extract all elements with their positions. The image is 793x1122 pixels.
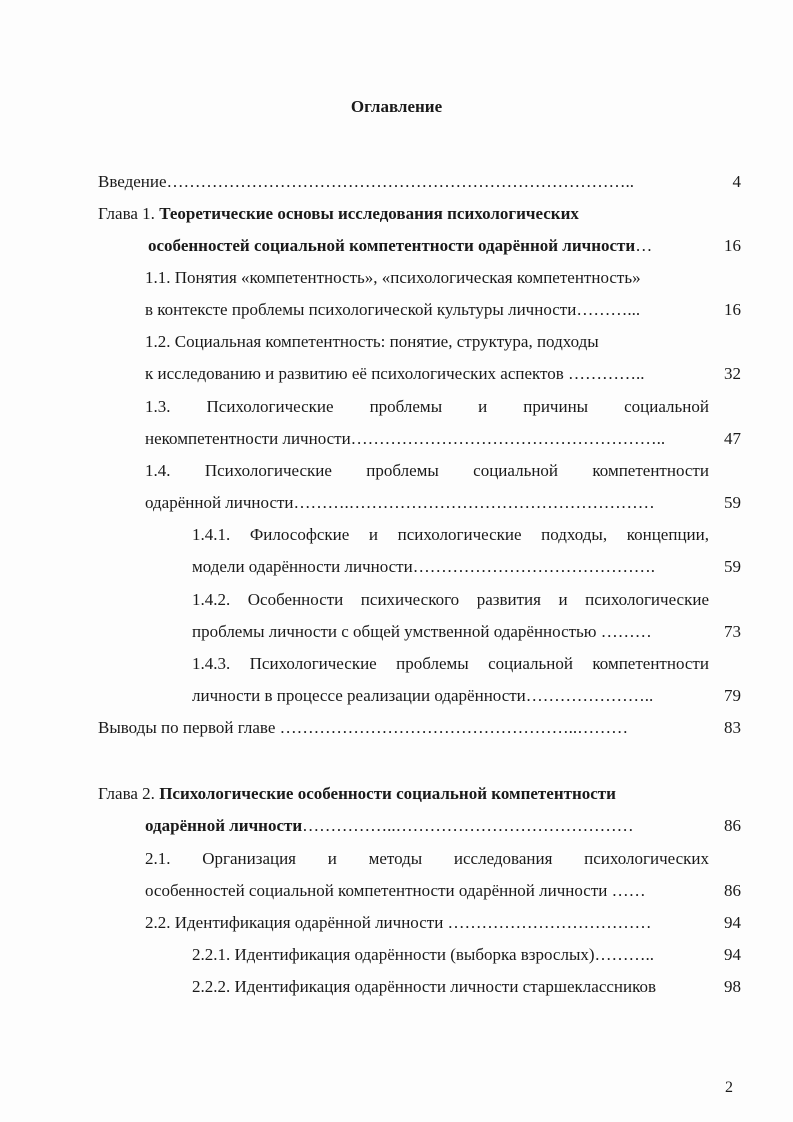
toc-entry-chapter-1-cont[interactable] <box>148 236 652 256</box>
toc-entry-1-1-cont[interactable] <box>145 300 640 320</box>
toc-entry-1-4-3-cont[interactable] <box>192 686 653 706</box>
toc-entry-text: Введение……………………………………………………………………….. <box>98 172 635 191</box>
dot-leader: ……………..…………………………………… <box>302 816 634 835</box>
toc-entry-1-4[interactable] <box>145 461 709 481</box>
chapter-prefix: Глава 2. <box>98 784 160 803</box>
toc-entry-1-3-cont[interactable] <box>145 429 665 449</box>
toc-entry-1-4-2[interactable] <box>192 590 709 610</box>
toc-entry-2-2[interactable] <box>145 913 652 933</box>
word: Организация <box>202 849 296 868</box>
word: 2.1. <box>145 849 171 868</box>
toc-entry-text: к исследованию и развитию её психологических аспектов ………….. <box>145 364 645 383</box>
chapter-title-line1: Психологические особенности социальной компетентности <box>159 784 616 803</box>
toc-page-1-3: 47 <box>724 429 741 448</box>
toc-entry-1-2-cont[interactable] <box>145 364 645 384</box>
toc-entry-text: 1.1. Понятия «компетентность», «психологическая компетентность» <box>145 268 641 287</box>
toc-entry-chapter-1[interactable] <box>98 204 579 224</box>
toc-page-conclusions-1: 83 <box>724 718 741 737</box>
toc-page-1-4: 59 <box>724 493 741 512</box>
page-number: 2 <box>725 1079 733 1096</box>
toc-entry-1-4-1[interactable] <box>192 525 709 545</box>
word: компетентности <box>592 461 709 480</box>
toc-entry-1-3[interactable] <box>145 397 709 417</box>
toc-entry-2-2-1[interactable] <box>192 945 654 965</box>
word: психологические <box>585 590 709 609</box>
chapter-title-line2: одарённой личности <box>145 816 303 835</box>
toc-entry-text: модели одарённости личности……………………………………. <box>192 557 655 576</box>
toc-entry-1-1[interactable] <box>145 268 641 288</box>
toc-page-2-2: 94 <box>724 913 741 932</box>
toc-entry-2-1-cont[interactable] <box>145 881 646 901</box>
dot-leader: … <box>635 236 653 255</box>
word: проблемы <box>366 461 439 480</box>
chapter-prefix: Глава 1. <box>98 204 160 223</box>
toc-entry-text: 2.2.2. Идентификация одарённости личности старшеклассников <box>192 977 657 996</box>
toc-page-1-4-1: 59 <box>724 557 741 576</box>
toc-page-1-1: 16 <box>724 300 741 319</box>
toc-entry-1-2[interactable] <box>145 332 599 352</box>
word: психологические <box>397 525 522 544</box>
toc-page-1-4-3: 79 <box>724 686 741 705</box>
word: исследования <box>453 849 553 868</box>
toc-entry-text: одарённой личности……….……………………………………………… <box>145 493 655 512</box>
toc-entry-1-4-2-cont[interactable] <box>192 622 652 642</box>
word: 1.4.2. <box>192 590 231 609</box>
word: развития <box>476 590 541 609</box>
toc-entry-1-4-cont[interactable] <box>145 493 655 513</box>
toc-entry-text: 2.2. Идентификация одарённой личности ……………………………… <box>145 913 652 932</box>
page-title: Оглавление <box>350 97 443 116</box>
toc-entry-1-4-3[interactable] <box>192 654 709 674</box>
toc-entry-chapter-2[interactable] <box>98 784 616 804</box>
toc-page-2-1: 86 <box>724 881 741 900</box>
word: подходы, <box>541 525 608 544</box>
toc-entry-2-2-2[interactable] <box>192 977 656 997</box>
word: и <box>478 397 488 416</box>
word: 1.4. <box>145 461 171 480</box>
toc-entry-text: особенностей социальной компетентности одарённой личности …… <box>145 881 646 900</box>
word: психического <box>360 590 460 609</box>
word: проблемы <box>369 397 443 416</box>
chapter-title-line1: Теоретические основы исследования психологических <box>159 204 579 223</box>
word: Психологические <box>206 397 334 416</box>
toc-entry-text: в контексте проблемы психологической культуры личности………... <box>145 300 641 319</box>
toc-page-intro: 4 <box>732 172 741 191</box>
toc-entry-intro[interactable] <box>98 172 634 192</box>
word: психологических <box>584 849 709 868</box>
toc-page-chapter-2: 86 <box>724 816 741 835</box>
toc-entry-2-1[interactable] <box>145 849 709 869</box>
word: 1.4.3. <box>192 654 231 673</box>
word: 1.3. <box>145 397 171 416</box>
word: Особенности <box>247 590 344 609</box>
word: Психологические <box>204 461 332 480</box>
word: Психологические <box>249 654 377 673</box>
toc-entry-text: проблемы личности с общей умственной одарённостью ……… <box>192 622 652 641</box>
word: социальной <box>488 654 573 673</box>
toc-entry-chapter-2-cont[interactable] <box>145 816 634 836</box>
word: методы <box>368 849 423 868</box>
word: причины <box>523 397 589 416</box>
word: и <box>558 590 568 609</box>
word: концепции, <box>626 525 709 544</box>
word: и <box>368 525 379 544</box>
word: социальной <box>624 397 709 416</box>
toc-entry-text: 1.2. Социальная компетентность: понятие, структура, подходы <box>145 332 599 351</box>
chapter-title-line2: особенностей социальной компетентности одарённой личности <box>148 236 636 255</box>
toc-entry-text: некомпетентности личности……………………………………………….. <box>145 429 666 448</box>
toc-entry-conclusions-1[interactable] <box>98 718 628 738</box>
toc-entry-1-4-1-cont[interactable] <box>192 557 655 577</box>
word: проблемы <box>396 654 469 673</box>
word: социальной <box>473 461 559 480</box>
toc-page-1-2: 32 <box>724 364 741 383</box>
word: компетентности <box>592 654 709 673</box>
word: 1.4.1. <box>192 525 231 544</box>
word: Философские <box>249 525 350 544</box>
toc-page-chapter-1: 16 <box>724 236 741 255</box>
toc-page-2-2-1: 94 <box>724 945 741 964</box>
toc-entry-text: Выводы по первой главе ……………………………………………..……… <box>98 718 629 737</box>
toc-page-1-4-2: 73 <box>724 622 741 641</box>
toc-page-2-2-2: 98 <box>724 977 741 996</box>
toc-entry-text: личности в процессе реализации одарённости………………….. <box>192 686 654 705</box>
word: и <box>327 849 337 868</box>
toc-entry-text: 2.2.1. Идентификация одарённости (выборка взрослых)……….. <box>192 945 655 964</box>
